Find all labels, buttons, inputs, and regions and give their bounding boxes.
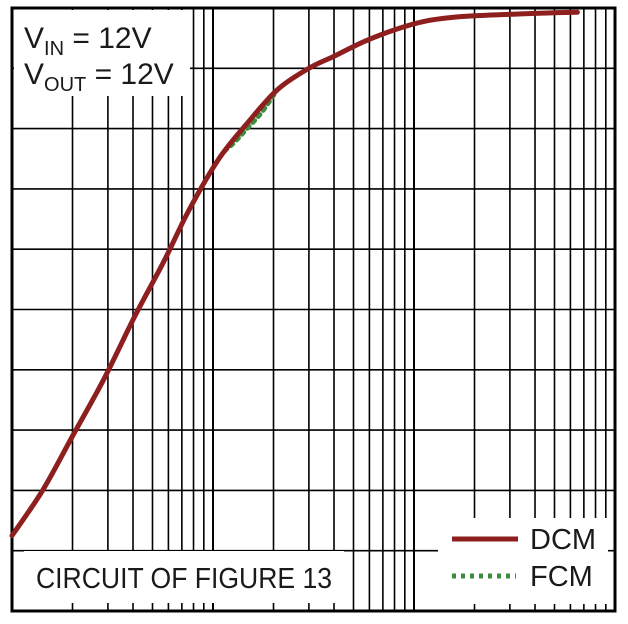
vin-label	[24, 22, 152, 60]
vin-subscript: IN	[44, 38, 65, 60]
legend-label-dcm: DCM	[530, 524, 597, 556]
vout-prefix: V	[24, 58, 45, 91]
vin-prefix: V	[24, 22, 45, 55]
legend-label-fcm: FCM	[530, 561, 593, 593]
vout-value: = 12V	[86, 58, 174, 91]
series-line-fcm	[12, 89, 278, 535]
vin-value: = 12V	[64, 22, 152, 55]
vout-subscript: OUT	[44, 74, 87, 96]
circuit-caption: CIRCUIT OF FIGURE 13	[36, 563, 332, 595]
